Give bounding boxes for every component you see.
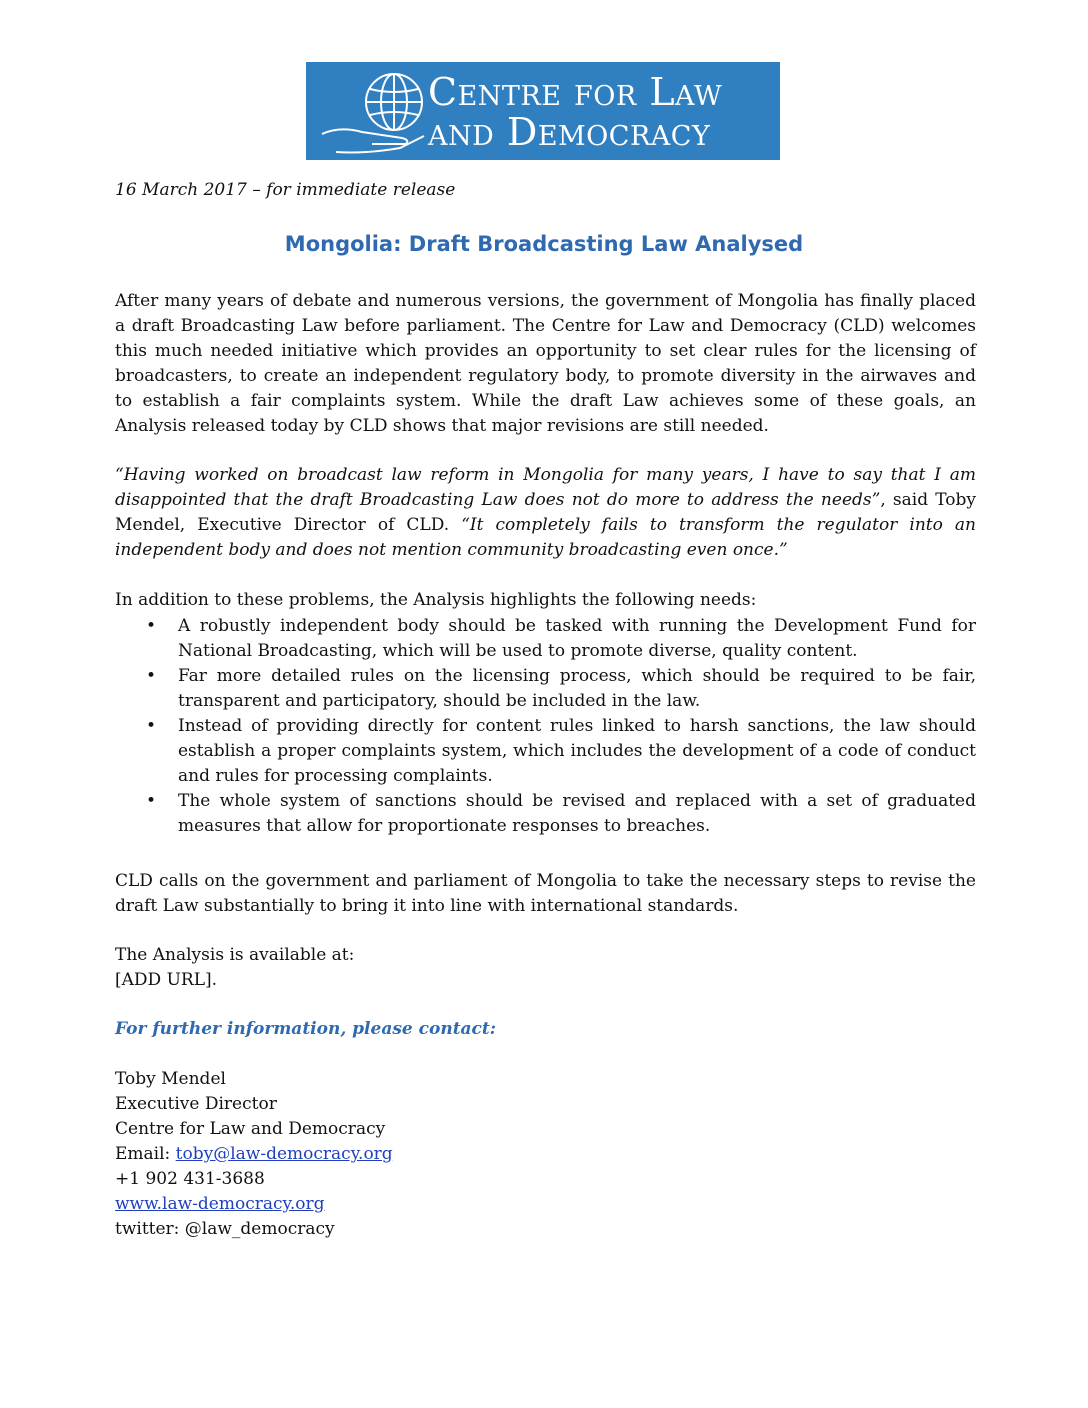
contact-email-row bbox=[115, 1142, 393, 1167]
cld-logo bbox=[306, 62, 780, 160]
needs-list bbox=[115, 614, 976, 839]
email-label: Email: bbox=[115, 1144, 176, 1164]
bullet-icon: • bbox=[146, 616, 157, 636]
list-item bbox=[115, 714, 976, 789]
logo-line-2: and Democracy bbox=[428, 110, 711, 154]
logo-wordmark bbox=[428, 72, 722, 152]
list-item-text: The whole system of sanctions should be revised and replaced with a set of graduated measures that allow for proportionate responses to breaches. bbox=[178, 791, 976, 836]
analysis-line: The Analysis is available at: bbox=[115, 945, 355, 965]
quote-1: “Having worked on broadcast law reform in Mongolia for many years, I have to say that I am disappointed that the draft Broadcasting Law does not do more to address the needs” bbox=[115, 465, 976, 510]
analysis-url-placeholder: [ADD URL]. bbox=[115, 970, 218, 990]
needs-intro: In addition to these problems, the Analysis highlights the following needs: bbox=[115, 590, 757, 610]
list-item bbox=[115, 789, 976, 839]
call-to-action-paragraph: CLD calls on the government and parliament of Mongolia to take the necessary steps to revise the draft Law substantially to bring it into line with international standards. bbox=[115, 871, 976, 916]
quote-2: “It completely fails to transform the regulator into an independent body and does not mention community broadcasting even once.” bbox=[115, 515, 977, 560]
quote-paragraph bbox=[115, 463, 976, 563]
contact-name: Toby Mendel bbox=[115, 1069, 226, 1089]
page-title: Mongolia: Draft Broadcasting Law Analysed bbox=[284, 232, 804, 256]
contact-heading: For further information, please contact: bbox=[115, 1019, 497, 1039]
email-link[interactable]: toby@law-democracy.org bbox=[175, 1144, 393, 1164]
contact-phone: +1 902 431-3688 bbox=[115, 1169, 265, 1189]
list-item-text: A robustly independent body should be tasked with running the Development Fund for National Broadcasting, which will be used to promote diverse, quality content. bbox=[178, 616, 976, 661]
contact-org: Centre for Law and Democracy bbox=[115, 1119, 386, 1139]
contact-role: Executive Director bbox=[115, 1094, 277, 1114]
list-item bbox=[115, 664, 976, 714]
bullet-icon: • bbox=[146, 716, 157, 736]
quote-attribution: , said Toby Mendel, Executive Director of CLD. bbox=[115, 490, 977, 535]
contact-twitter: twitter: @law_democracy bbox=[115, 1219, 335, 1239]
bullet-icon: • bbox=[146, 791, 157, 811]
list-item bbox=[115, 614, 976, 664]
contact-block bbox=[115, 1067, 393, 1242]
list-item-text: Instead of providing directly for content rules linked to harsh sanctions, the law should establish a proper complaints system, which includes the development of a code of conduct and rules for processing complaints. bbox=[178, 716, 976, 786]
analysis-availability bbox=[115, 943, 976, 993]
website-link[interactable]: www.law-democracy.org bbox=[115, 1194, 325, 1214]
bullet-icon: • bbox=[146, 666, 157, 686]
dateline: 16 March 2017 – for immediate release bbox=[115, 180, 456, 200]
intro-paragraph: After many years of debate and numerous versions, the government of Mongolia has finally placed a draft Broadcasting Law before parliament. The Centre for Law and Democracy (CLD) welcomes this much needed initiative which provides an opportunity to set clear rules for the licensing of broadcasters, to create an independent regulatory body, to promote diversity in the airwaves and to establish a fair complaints system. While the draft Law achieves some of these goals, an Analysis released today by CLD shows that major revisions are still needed. bbox=[115, 291, 976, 436]
list-item-text: Far more detailed rules on the licensing process, which should be required to be fair, transparent and participatory, should be included in the law. bbox=[178, 666, 976, 711]
website-row bbox=[115, 1192, 393, 1217]
logo-line-1: Centre for Law bbox=[428, 70, 723, 114]
